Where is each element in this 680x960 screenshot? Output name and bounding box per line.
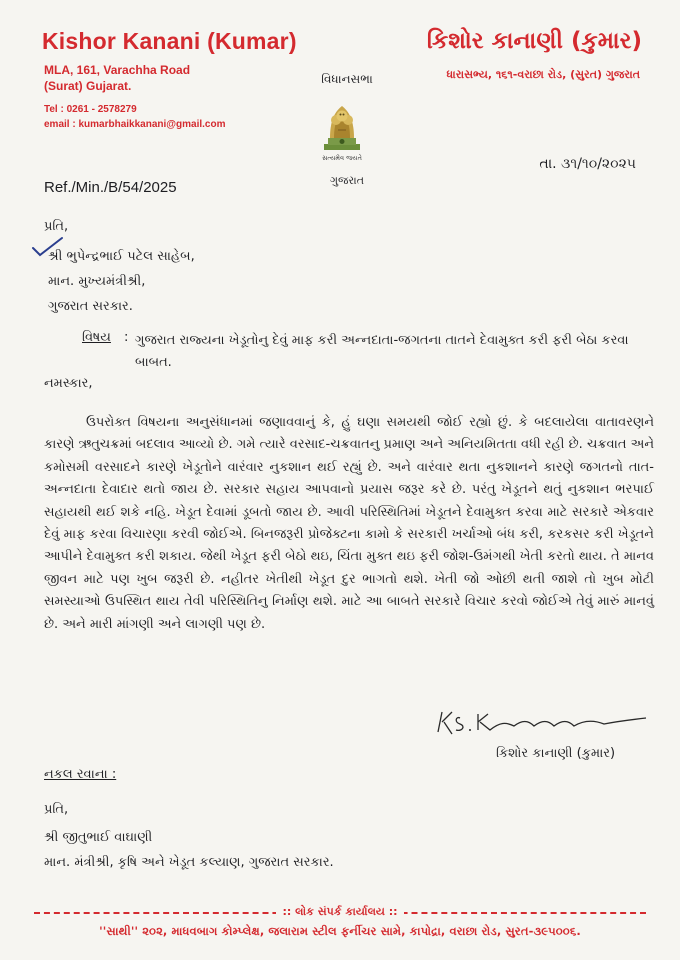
recipient-name: શ્રી ભુપેન્દ્રભાઈ પટેલ સાહેબ,: [48, 249, 195, 264]
copy-recipient-name: શ્રી જીતુભાઈ વાઘાણી: [44, 830, 153, 845]
gujarat-label: ગુજરાત: [329, 174, 365, 187]
letterhead-email: email : kumarbhaikkanani@gmail.com: [44, 119, 226, 130]
address-line-1: MLA, 161, Varachha Road: [44, 63, 191, 77]
subject-colon: :: [124, 330, 129, 345]
ashoka-emblem-icon: [314, 92, 370, 168]
letterhead-address-english: [44, 62, 244, 94]
subject-label: વિષય: [82, 330, 111, 345]
recipient-address: [44, 244, 195, 319]
footer-address: ''સાથી'' ૨૦૨, માધવબાગ કોમ્પ્લેક્ષ, જલારામ સ્ટીલ ફર્નીચર સામે, કાપોદ્રા, વરાછા રોડ, સુરત-૩૯૫૦૦૬.: [99, 924, 581, 938]
letter-date: તા. ૩૧/૧૦/૨૦૨૫: [539, 156, 636, 172]
recipient-office: ગુજરાત સરકાર.: [48, 299, 133, 314]
greeting: નમસ્કાર,: [44, 376, 93, 391]
letterhead-name-gujarati: કિશોર કાનાણી (કુમાર): [426, 28, 642, 54]
signer-name: કિશોર કાનાણી (કુમાર): [496, 746, 616, 761]
footer-title-text: :: લોક સંપર્ક કાર્યાલય ::: [276, 905, 403, 918]
letter-body-text: ઉપરોક્ત વિષયના અનુસંધાનમાં જણાવવાનું કે, હું ઘણા સમયથી જોઈ રહ્યો છું. કે બદલાયેલા વાતાવરણને કારણે ઋતુચક્રમાં બદલાવ આવ્યો છે. ગમે ત્યારે વરસાદ-ચક્રવાતનુ પ્રમાણ અને અનિયમિતતા વધી રહી છે. ચક્રવાત અને કમોસમી વરસાદને કારણે ખેડૂતોને વારંવાર નુકશાન થઈ રહ્યું છે. અને વારંવાર થતા નુકશાનને કારણે જગતનો તાત-અન્નદાતા દેવાદાર થતો જાય છે. સરકાર સહાય આપવાનો પ્રયાસ જરૂર કરે છે. પરંતુ ખેડૂતને થતું નુકશાન ભરપાઈ સહાયથી થઈ શકે નહિ. ખેડૂત દેવામાં ડૂબતો જાય છે. આવી પરિસ્થિતિમાં ખેડૂતને દેવામુક્ત કરવા માટે સરકારે એકવાર દેવું માફ કરવા વિચારણા કરવી જોઈએ. બિનજરૂરી પ્રોજેક્ટના કામો કે સરકારી ખર્ચાઓ બંધ કરી, કરકસર કરી ખેડૂતને આપીને દેવામુક્ત કરી શકાય. જેથી ખેડૂત ફરી બેઠો થઇ, ચિંતા મુક્ત થઇ ફરી જોશ-ઉમંગથી ખેતી કરતો થાય. તે માનવ જીવન માટે પણ ખુબ જરૂરી છે. નહીતર ખેતીથી ખેડૂત દુર ભાગતો થશે. ખેતી જો ઓછી થતી જાશે તો ખુબ મોટી સમસ્યાઓ ઉપસ્થિત થાય તેવી પરિસ્થિતિનુ નિર્માણ થશે. માટે આ બાબતે સરકારે વિચાર કરવો જોઈએ તેવું મારું માનવું છે. અને મારી માંગણી અને લાગણી પણ છે.: [44, 415, 654, 632]
letterhead-address-gujarati: ધારાસભ્ય, ૧૬૧-વરાછા રોડ, (સુરત) ગુજરાત: [446, 68, 640, 81]
copy-prati: પ્રતિ,: [44, 802, 69, 817]
address-line-2: (Surat) Gujarat.: [44, 79, 132, 93]
footer-title: [0, 905, 680, 919]
copy-heading: નકલ રવાના :: [44, 767, 117, 782]
signature: [434, 706, 648, 746]
letter-body: [44, 412, 654, 636]
vidhansabha-label: વિધાનસભા: [321, 72, 373, 86]
copy-recipient: [44, 825, 334, 875]
letterhead-name-english: Kishor Kanani (Kumar): [42, 28, 297, 54]
letterhead-telephone: Tel : 0261 - 2578279: [44, 104, 137, 115]
copy-recipient-designation: માન. મંત્રીશ્રી, કૃષિ અને ખેડૂત કલ્યાણ, ગુજરાત સરકાર.: [44, 855, 334, 870]
reference-number: Ref./Min./B/54/2025: [44, 179, 177, 196]
subject-text: ગુજરાત રાજ્યના ખેડૂતોનુ દેવું માફ કરી અન્નદાતા-જગતના તાતને દેવામુક્ત કરી ફરી બેઠા કરવા બાબત.: [135, 333, 629, 370]
recipient-designation: માન. મુખ્યમંત્રીશ્રી,: [48, 274, 146, 289]
emblem-motto: સત્યમેવ જયતે: [322, 154, 362, 162]
recipient-prati: પ્રતિ,: [44, 219, 69, 234]
